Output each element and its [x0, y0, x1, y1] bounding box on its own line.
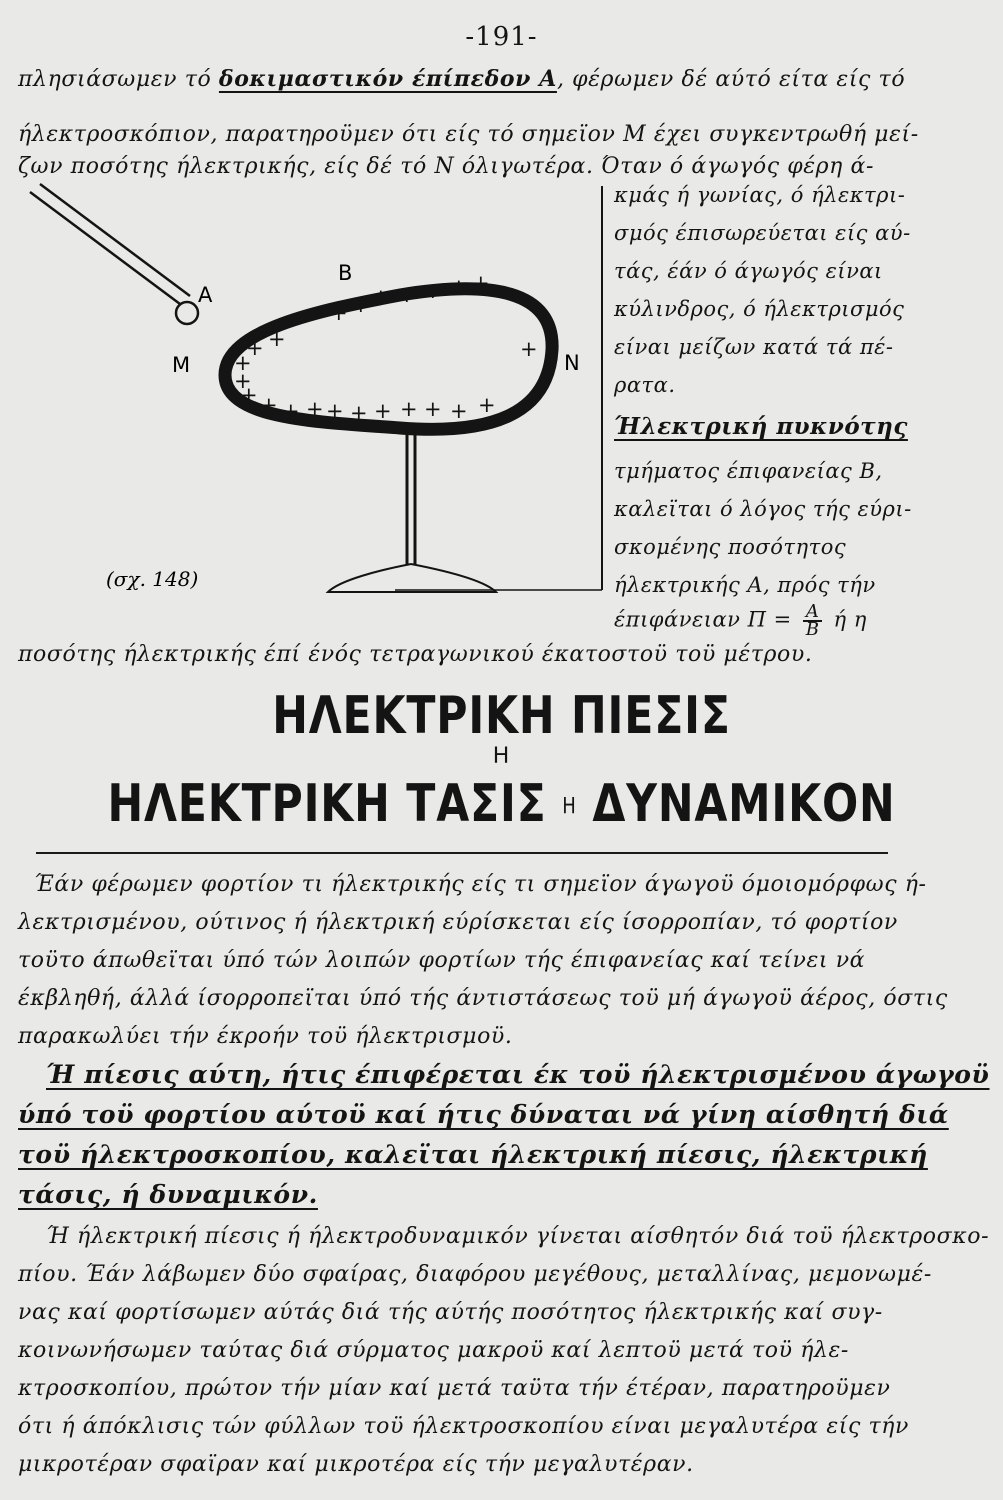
heading-line-1 — [90, 686, 912, 746]
top-line-2: ήλεκτροσκόπιον, παρατηροϋμεν ότι είς τό σημεϊον Μ έχει συγκεντρωθή μεί- — [18, 122, 919, 147]
plus-charge: + — [268, 327, 286, 351]
plus-charge: + — [246, 336, 264, 360]
right-col-5: είναι μείζων κατά τά πέ- — [614, 335, 894, 359]
heading-rule — [36, 852, 888, 854]
plus-charge: + — [330, 301, 348, 325]
plus-charge: + — [424, 397, 442, 421]
plus-charge: + — [372, 285, 390, 309]
top-line-3: ζων ποσότης ήλεκτρικής, είς δέ τό Ν όλιγωτέρα. Όταν ό άγωγός φέρη ά- — [18, 154, 875, 179]
plus-charge: + — [374, 399, 392, 423]
density-line-5: έπιφάνειαν Π = — [614, 607, 792, 632]
plus-charge: + — [450, 399, 468, 423]
label-M: M — [172, 353, 191, 377]
para1-line-4: έκβληθή, άλλά ίσορροπεϊται ύπό τής άντιστάσεως τοϋ μή άγωγοϋ άέρος, όστις — [18, 986, 948, 1011]
plus-charge: + — [520, 337, 538, 361]
para1-line-5: παρακωλύει τήν έκροήν τοϋ ήλεκτρισμοϋ. — [18, 1024, 513, 1049]
plus-charge: + — [450, 275, 468, 299]
plus-charge: + — [472, 271, 490, 295]
right-col-3: τάς, έάν ό άγωγός είναι — [614, 259, 883, 283]
heading-title-2b: ΔΥΝΑΜΙΚΟΝ — [592, 774, 896, 834]
right-col-4: κύλινδρος, ό ήλεκτρισμός — [614, 297, 905, 321]
definition-line-1: Ή πίεσις αύτη, ήτις έπιφέρεται έκ τοϋ ήλεκτρισμένου άγωγοϋ — [46, 1060, 990, 1089]
formula-numerator: A — [803, 604, 823, 622]
definition-line-2: ύπό τοϋ φορτίου αύτοϋ καί ήτις δύναται νά γίνη αίσθητή διά — [18, 1100, 949, 1129]
after-figure-line: ποσότης ήλεκτρικής έπί ένός τετραγωνικού έκατοστοϋ τοϋ μέτρου. — [18, 642, 813, 667]
heading-title-2a: ΗΛΕΚΤΡΙΚΗ ΤΑΣΙΣ — [107, 774, 547, 834]
plus-charge: + — [234, 351, 252, 375]
right-col-1: κμάς ή γωνίας, ό ήλεκτρι- — [614, 183, 906, 207]
label-B: B — [338, 261, 353, 285]
label-N: N — [564, 351, 580, 375]
label-A: A — [198, 283, 213, 307]
definition-line-4: τάσις, ή δυναμικόν. — [18, 1180, 318, 1209]
density-line-1: τμήματος έπιφανείας Β, — [614, 459, 883, 483]
formula-denominator: B — [805, 619, 820, 640]
plus-charge: + — [240, 383, 258, 407]
density-line-3: σκομένης ποσότητος — [614, 535, 847, 559]
plus-charge: + — [424, 279, 442, 303]
para1-line-1: Έάν φέρωμεν φορτίον τι ήλεκτρικής είς τι σημεϊον άγωγοϋ όμοιομόρφως ή- — [34, 872, 927, 897]
plus-charge: + — [260, 393, 278, 417]
plus-charge: + — [352, 293, 370, 317]
figure-caption: (σχ. 148) — [106, 567, 199, 591]
plus-charge: + — [350, 401, 368, 425]
para2-line-3: νας καί φορτίσωμεν αύτάς διά τής αύτής ποσότητος ήλεκτρικής καί συγ- — [18, 1300, 883, 1325]
plus-charge: + — [478, 393, 496, 417]
right-col-2: σμός έπισωρεύεται είς αύ- — [614, 221, 911, 245]
para1-line-2: λεκτρισμένου, ούτινος ή ήλεκτρική εύρίσκεται είς ίσορροπίαν, τό φορτίον — [18, 910, 898, 935]
plus-charge: + — [306, 397, 324, 421]
density-line-2: καλεϊται ό λόγος τής εύρι- — [614, 497, 912, 521]
right-col-6: ρατα. — [614, 373, 676, 397]
page-number: -191- — [465, 22, 538, 52]
top-line-1: πλησιάσωμεν τό δοκιμαστικόν έπίπεδον Α, φέρωμεν δέ αύτό είτα είς τό — [18, 66, 906, 92]
heading-conj-2: Η — [562, 794, 577, 820]
para2-line-7: μικροτέραν σφαϊραν καί μικροτέρα είς τήν μεγαλυτέραν. — [18, 1452, 694, 1477]
formula-fraction — [803, 601, 823, 640]
underlined-term: δοκιμαστικόν έπίπεδον Α — [218, 66, 557, 92]
para2-line-5: κτροσκοπίου, πρώτον τήν μίαν καί μετά ταϋτα τήν έτέραν, παρατηροϋμεν — [18, 1376, 891, 1401]
conductor-figure — [20, 180, 610, 620]
para2-line-6: ότι ή άπόκλισις τών φύλλων τοϋ ήλεκτροσκοπίου είναι μεγαλυτέρα είς τήν — [18, 1414, 909, 1439]
plus-charge: + — [234, 369, 252, 393]
para2-line-4: κοινωνήσωμεν ταύτας διά σύρματος μακροϋ καί λεπτοϋ μετά τοϋ ήλε- — [18, 1338, 849, 1363]
formula-suffix: ή η — [833, 607, 867, 632]
heading-line-2 — [90, 774, 912, 834]
plus-charge: + — [326, 399, 344, 423]
plus-charge: + — [282, 399, 300, 423]
plus-charge: + — [400, 397, 418, 421]
para2-line-2: πίου. Έάν λάβωμεν δύο σφαίρας, διαφόρου μεγέθους, μεταλλίνας, μεμονωμέ- — [18, 1262, 932, 1287]
density-line-4: ήλεκτρικής Α, πρός τήν — [614, 573, 876, 597]
para2-line-1: Ή ήλεκτρική πίεσις ή ήλεκτροδυναμικόν γίνεται αίσθητόν διά τοϋ ήλεκτροσκο- — [46, 1224, 990, 1249]
plus-charge: + — [398, 283, 416, 307]
heading-conj: Η — [492, 744, 511, 769]
density-heading: Ήλεκτρική πυκνότης — [614, 413, 908, 440]
density-formula-line — [614, 601, 867, 640]
para1-line-3: τοϋτο άπωθεϊται ύπό τών λοιπών φορτίων τής έπιφανείας καί τείνει νά — [18, 948, 866, 973]
heading-title-1: ΗΛΕΚΤΡΙΚΗ ΠΙΕΣΙΣ — [272, 686, 731, 746]
definition-line-3: τοϋ ήλεκτροσκοπίου, καλεϊται ήλεκτρική πίεσις, ήλεκτρική — [18, 1140, 928, 1169]
